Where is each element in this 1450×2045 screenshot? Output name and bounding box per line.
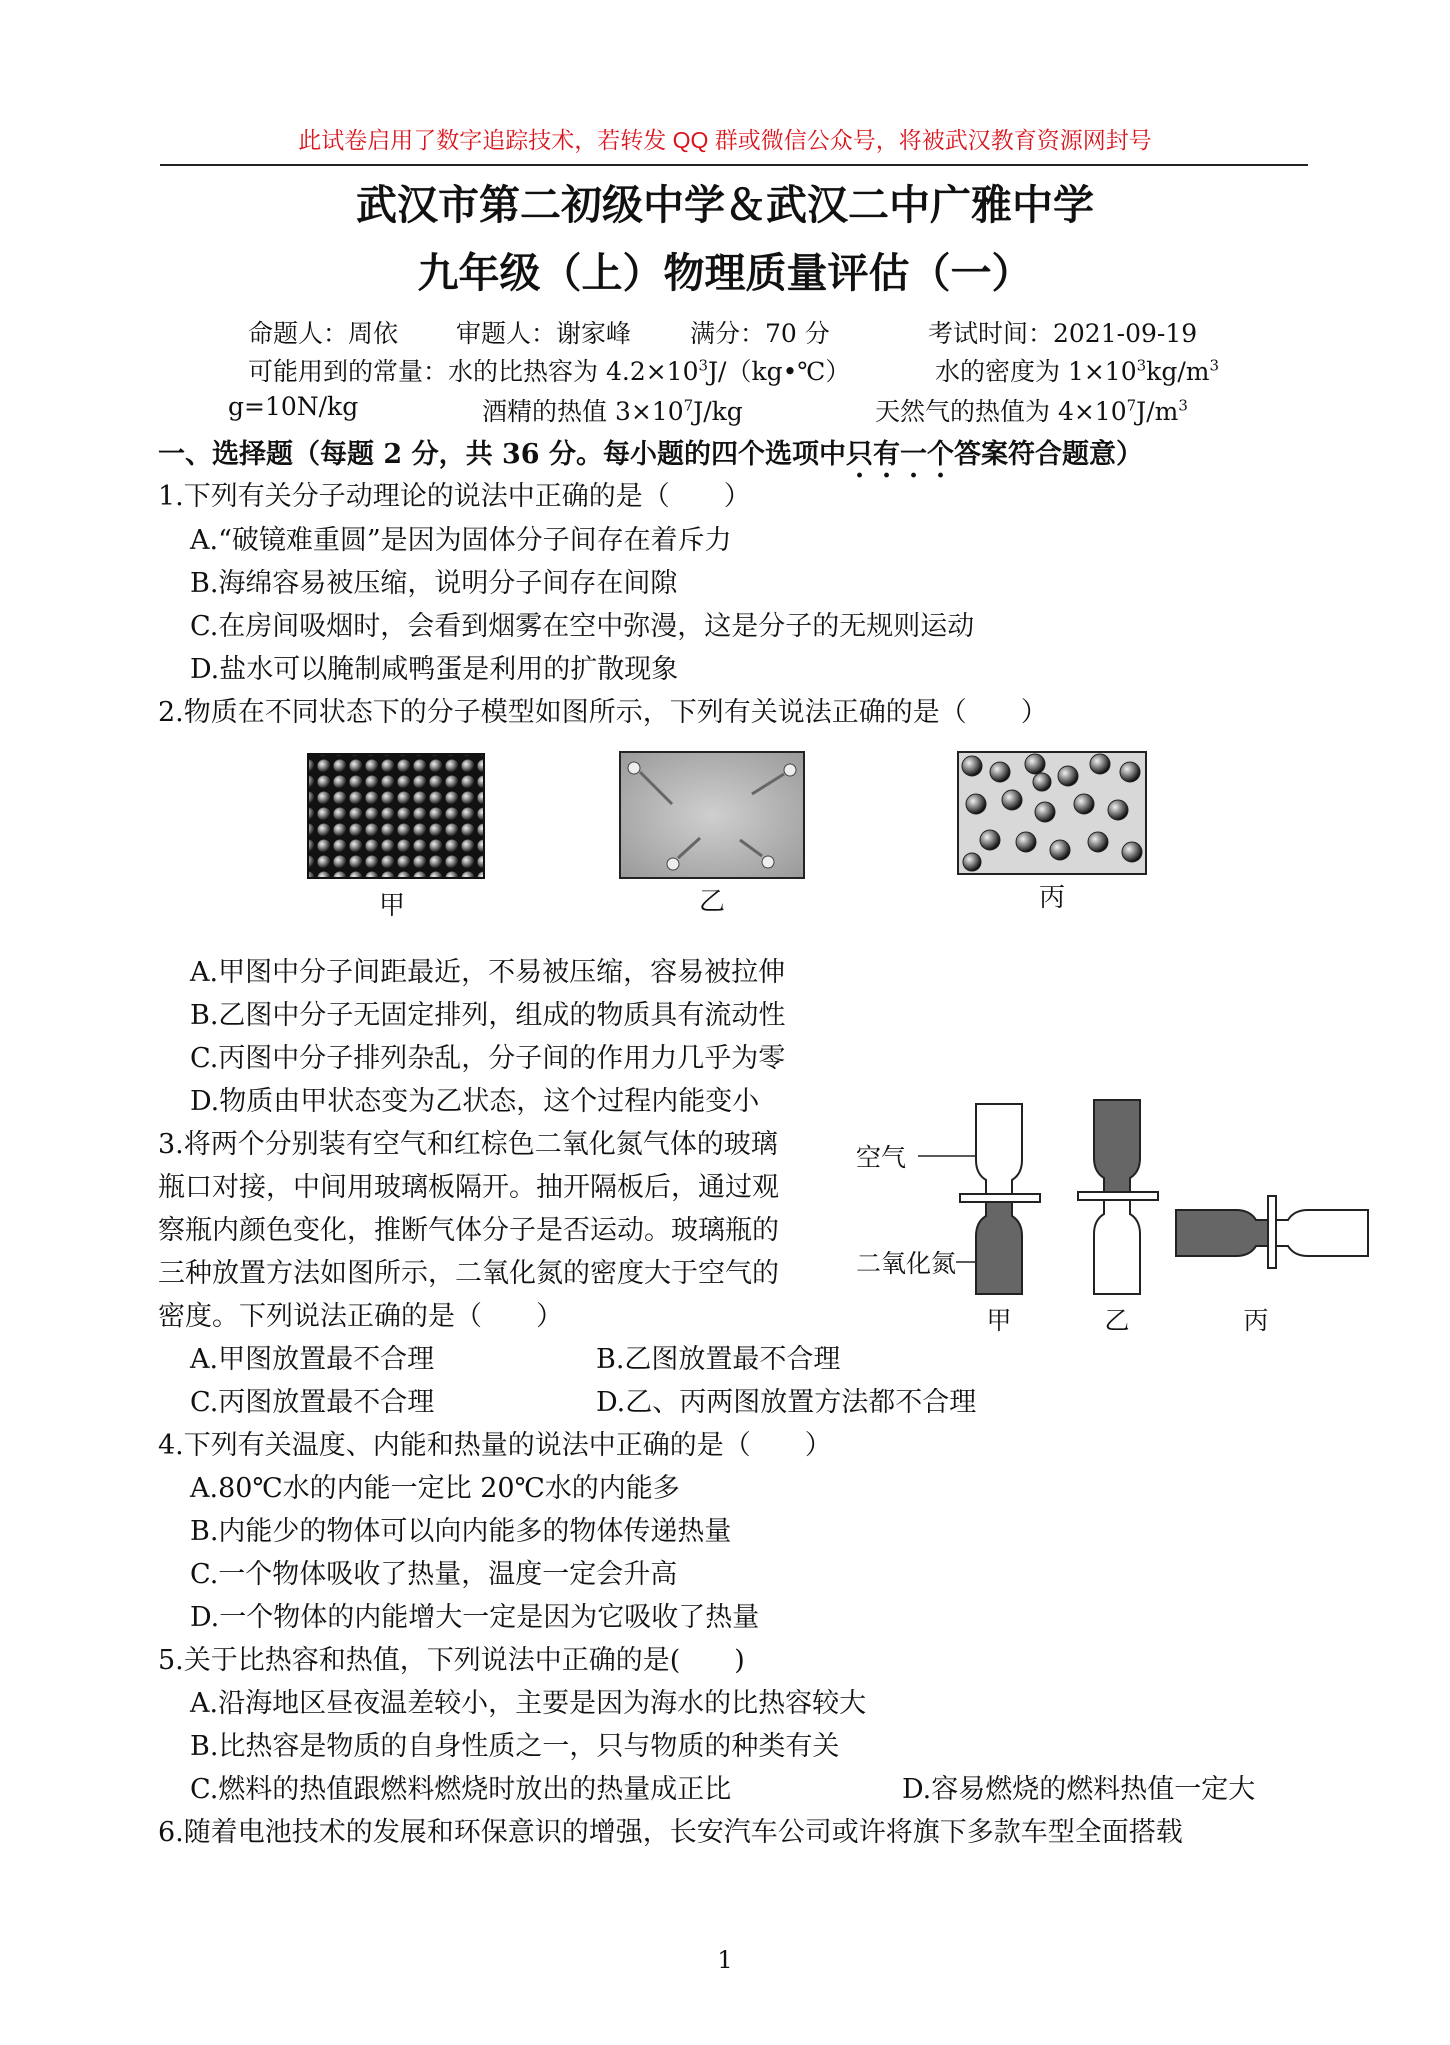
q2-molecule-figure xyxy=(300,742,1160,922)
q2-label-bing: 丙 xyxy=(1038,883,1066,913)
alcohol-heat-value: 酒精的热值 $3\times 10^7J/kg$ xyxy=(482,396,743,426)
header-rule xyxy=(160,164,1308,166)
q1-option-b: B.海绵容易被压缩，说明分子间存在间隙 xyxy=(190,568,678,599)
q4-option-d: D.一个物体的内能增大一定是因为它吸收了热量 xyxy=(190,1602,760,1633)
q2-label-jia: 甲 xyxy=(378,891,406,921)
q1-option-c: C.在房间吸烟时，会看到烟雾在空中弥漫，这是分子的无规则运动 xyxy=(190,611,975,642)
water-density: 水的密度为 $1\times 10^3kg/m^3$ xyxy=(935,356,1219,386)
solid-state-image xyxy=(308,754,484,878)
section-heading: 一、选择题（每题 2 分，共 36 分。每小题的四个选项中只有一个答案符合题意） xyxy=(158,439,1143,470)
q2-stem: 2.物质在不同状态下的分子模型如图所示，下列有关说法正确的是（ ） xyxy=(158,697,1048,728)
q3-option-b: B.乙图放置最不合理 xyxy=(596,1344,841,1375)
q3-option-c: C.丙图放置最不合理 xyxy=(190,1387,435,1418)
q3-label-no2: 二氧化氮 xyxy=(856,1249,957,1278)
q2-label-yi: 乙 xyxy=(698,887,726,917)
constants-line-1 xyxy=(248,352,850,388)
q1-option-d: D.盐水可以腌制咸鸭蛋是利用的扩散现象 xyxy=(190,654,679,685)
tracking-warning: 此试卷启用了数字追踪技术，若转发 QQ 群或微信公众号，将被武汉教育资源网封号 xyxy=(298,127,1152,153)
gas-heat-value: 天然气的热值为 $4\times 10^7J/m^3$ xyxy=(875,396,1188,426)
q3-stem-line-3: 察瓶内颜色变化，推断气体分子是否运动。玻璃瓶的 xyxy=(158,1215,779,1246)
q3-label-air: 空气 xyxy=(856,1143,907,1172)
bottle-setup-yi xyxy=(1078,1100,1158,1294)
q3-label-yi: 乙 xyxy=(1104,1306,1130,1335)
full-score: 满分：70 分 xyxy=(690,319,830,348)
q4-option-b: B.内能少的物体可以向内能多的物体传递热量 xyxy=(190,1516,732,1547)
q2-option-b: B.乙图中分子无固定排列，组成的物质具有流动性 xyxy=(190,1000,786,1031)
liquid-state-image xyxy=(620,752,804,878)
exam-date: 考试时间：2021-09-19 xyxy=(928,319,1198,348)
author: 命题人：周依 xyxy=(248,319,399,348)
q4-option-c: C.一个物体吸收了热量，温度一定会升高 xyxy=(190,1559,678,1590)
q2-option-a: A.甲图中分子间距最近，不易被压缩，容易被拉伸 xyxy=(190,957,786,988)
q2-option-c: C.丙图中分子排列杂乱，分子间的作用力几乎为零 xyxy=(190,1043,786,1074)
q5-option-c: C.燃料的热值跟燃料燃烧时放出的热量成正比 xyxy=(190,1774,732,1805)
q3-option-a: A.甲图放置最不合理 xyxy=(190,1344,435,1375)
q6-stem: 6.随着电池技术的发展和环保意识的增强，长安汽车公司或许将旗下多款车型全面搭载 xyxy=(158,1817,1183,1848)
gravity-constant: g=10N/kg xyxy=(228,392,359,421)
q3-stem-line-4: 三种放置方法如图所示，二氧化氮的密度大于空气的 xyxy=(158,1258,779,1289)
q3-stem-line-1: 3.将两个分别装有空气和红棕色二氧化氮气体的玻璃 xyxy=(158,1129,778,1160)
school-title: 武汉市第二初级中学＆武汉二中广雅中学 xyxy=(356,181,1094,229)
exam-title: 九年级（上）物理质量评估（一） xyxy=(417,249,1033,297)
q3-bottle-figure xyxy=(856,1096,1376,1336)
q3-label-bing: 丙 xyxy=(1243,1306,1269,1335)
q1-option-a: A.“破镜难重圆”是因为固体分子间存在着斥力 xyxy=(190,525,732,556)
q5-option-b: B.比热容是物质的自身性质之一，只与物质的种类有关 xyxy=(190,1731,840,1762)
page-number: 1 xyxy=(717,1946,733,1974)
q3-label-jia: 甲 xyxy=(986,1306,1012,1335)
gas-state-image xyxy=(958,752,1146,874)
q3-option-d: D.乙、丙两图放置方法都不合理 xyxy=(596,1387,977,1418)
q5-option-d: D.容易燃烧的燃料热值一定大 xyxy=(902,1774,1256,1805)
q4-stem: 4.下列有关温度、内能和热量的说法中正确的是（ ） xyxy=(158,1430,832,1461)
q5-option-a: A.沿海地区昼夜温差较小，主要是因为海水的比热容较大 xyxy=(190,1688,867,1719)
q3-stem-line-5: 密度。下列说法正确的是（ ） xyxy=(158,1301,563,1332)
bottle-setup-jia xyxy=(960,1104,1040,1294)
constants-label: 可能用到的常量： xyxy=(248,357,449,386)
q3-stem-line-2: 瓶口对接，中间用玻璃板隔开。抽开隔板后，通过观 xyxy=(158,1172,779,1203)
q4-option-a: A.80℃水的内能一定比 20℃水的内能多 xyxy=(190,1473,680,1504)
q2-option-d: D.物质由甲状态变为乙状态，这个过程内能变小 xyxy=(190,1086,760,1117)
q1-stem: 1.下列有关分子动理论的说法中正确的是（ ） xyxy=(158,481,751,512)
bottle-setup-bing xyxy=(1176,1196,1368,1268)
q5-stem: 5.关于比热容和热值，下列说法中正确的是( ) xyxy=(158,1645,745,1676)
reviewer: 审题人：谢家峰 xyxy=(456,319,632,348)
water-specific-heat: 水的比热容为 $4.2\times 10^3J/(kg•℃)$ xyxy=(448,356,851,386)
